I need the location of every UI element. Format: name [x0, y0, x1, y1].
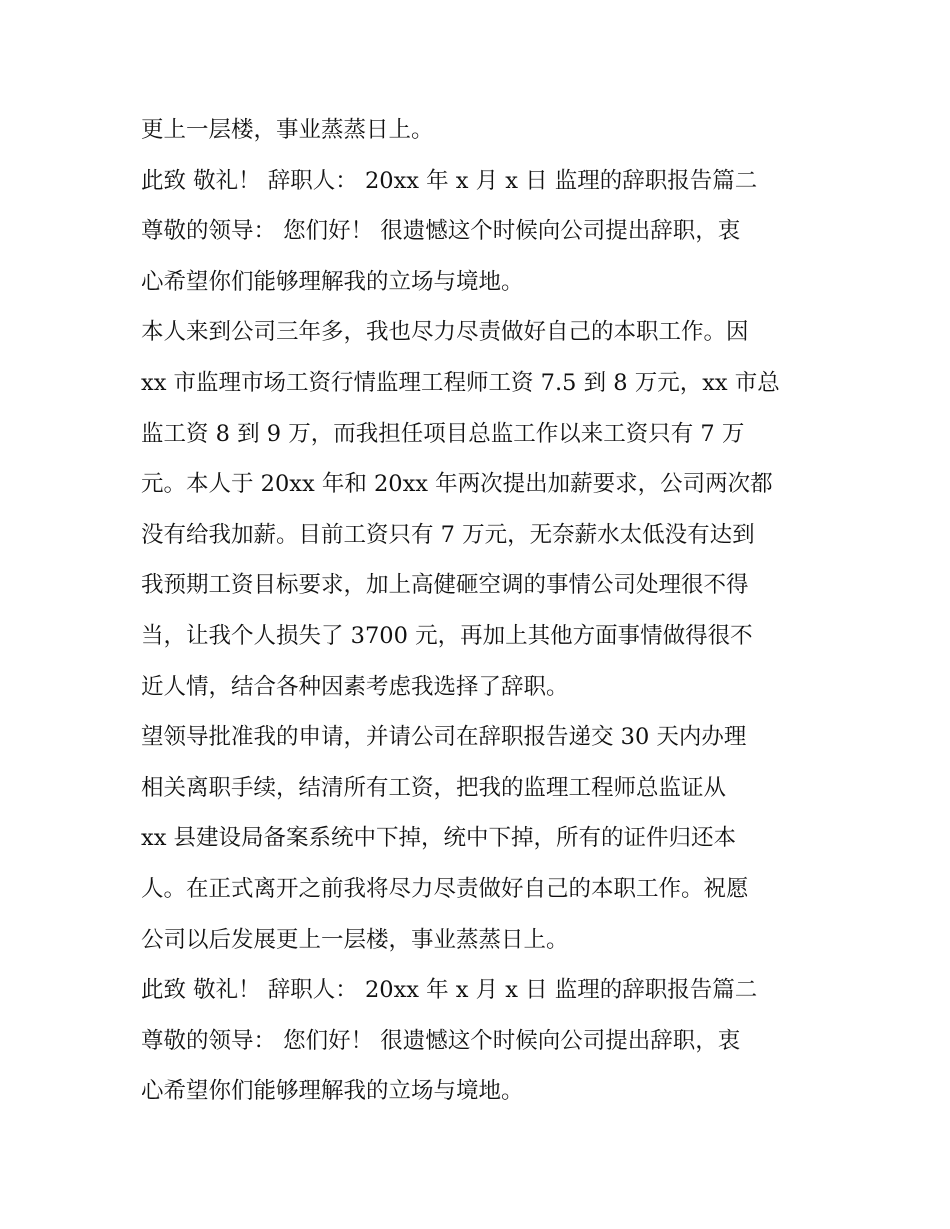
text-line-13: 望领导批准我的申请，并请公司在辞职报告递交 30 天内办理: [141, 724, 747, 751]
text-line-16: 人。在正式离开之前我将尽力尽责做好自己的本职工作。祝愿: [141, 875, 749, 902]
text-line-17: 公司以后发展更上一层楼，事业蒸蒸日上。: [141, 926, 569, 953]
text-line-10: 我预期工资目标要求，加上高健砸空调的事情公司处理很不得: [141, 572, 749, 599]
text-line-18: 此致 敬礼！ 辞职人： 20xx 年 x 月 x 日 监理的辞职报告篇二: [141, 977, 758, 1004]
document-body: [141, 105, 831, 1117]
text-line-8: 元。本人于 20xx 年和 20xx 年两次提出加薪要求，公司两次都: [141, 471, 773, 498]
text-line-3: 尊敬的领导： 您们好！ 很遗憾这个时候向公司提出辞职，衷: [141, 218, 741, 245]
text-line-9: 没有给我加薪。目前工资只有 7 万元，无奈薪水太低没有达到: [141, 521, 755, 548]
text-line-7: 监工资 8 到 9 万，而我担任项目总监工作以来工资只有 7 万: [141, 420, 745, 447]
text-line-12: 近人情，结合各种因素考虑我选择了辞职。: [141, 673, 569, 700]
text-line-5: 本人来到公司三年多，我也尽力尽责做好自己的本职工作。因: [141, 319, 749, 346]
text-line-6: xx 市监理市场工资行情监理工程师工资 7.5 到 8 万元，xx 市总: [141, 369, 780, 396]
text-line-20: 心希望你们能够理解我的立场与境地。: [141, 1078, 524, 1105]
text-line-2: 此致 敬礼！ 辞职人： 20xx 年 x 月 x 日 监理的辞职报告篇二: [141, 167, 758, 194]
text-line-4: 心希望你们能够理解我的立场与境地。: [141, 268, 524, 295]
text-line-11: 当，让我个人损失了 3700 元，再加上其他方面事情做得很不: [141, 622, 753, 649]
text-line-19: 尊敬的领导： 您们好！ 很遗憾这个时候向公司提出辞职，衷: [141, 1027, 741, 1054]
text-line-1: 更上一层楼，事业蒸蒸日上。: [141, 117, 434, 143]
text-line-15: xx 县建设局备案系统中下掉，统中下掉，所有的证件归还本: [141, 825, 737, 852]
text-line-14: 相关离职手续，结清所有工资，把我的监理工程师总监证从: [141, 774, 727, 801]
